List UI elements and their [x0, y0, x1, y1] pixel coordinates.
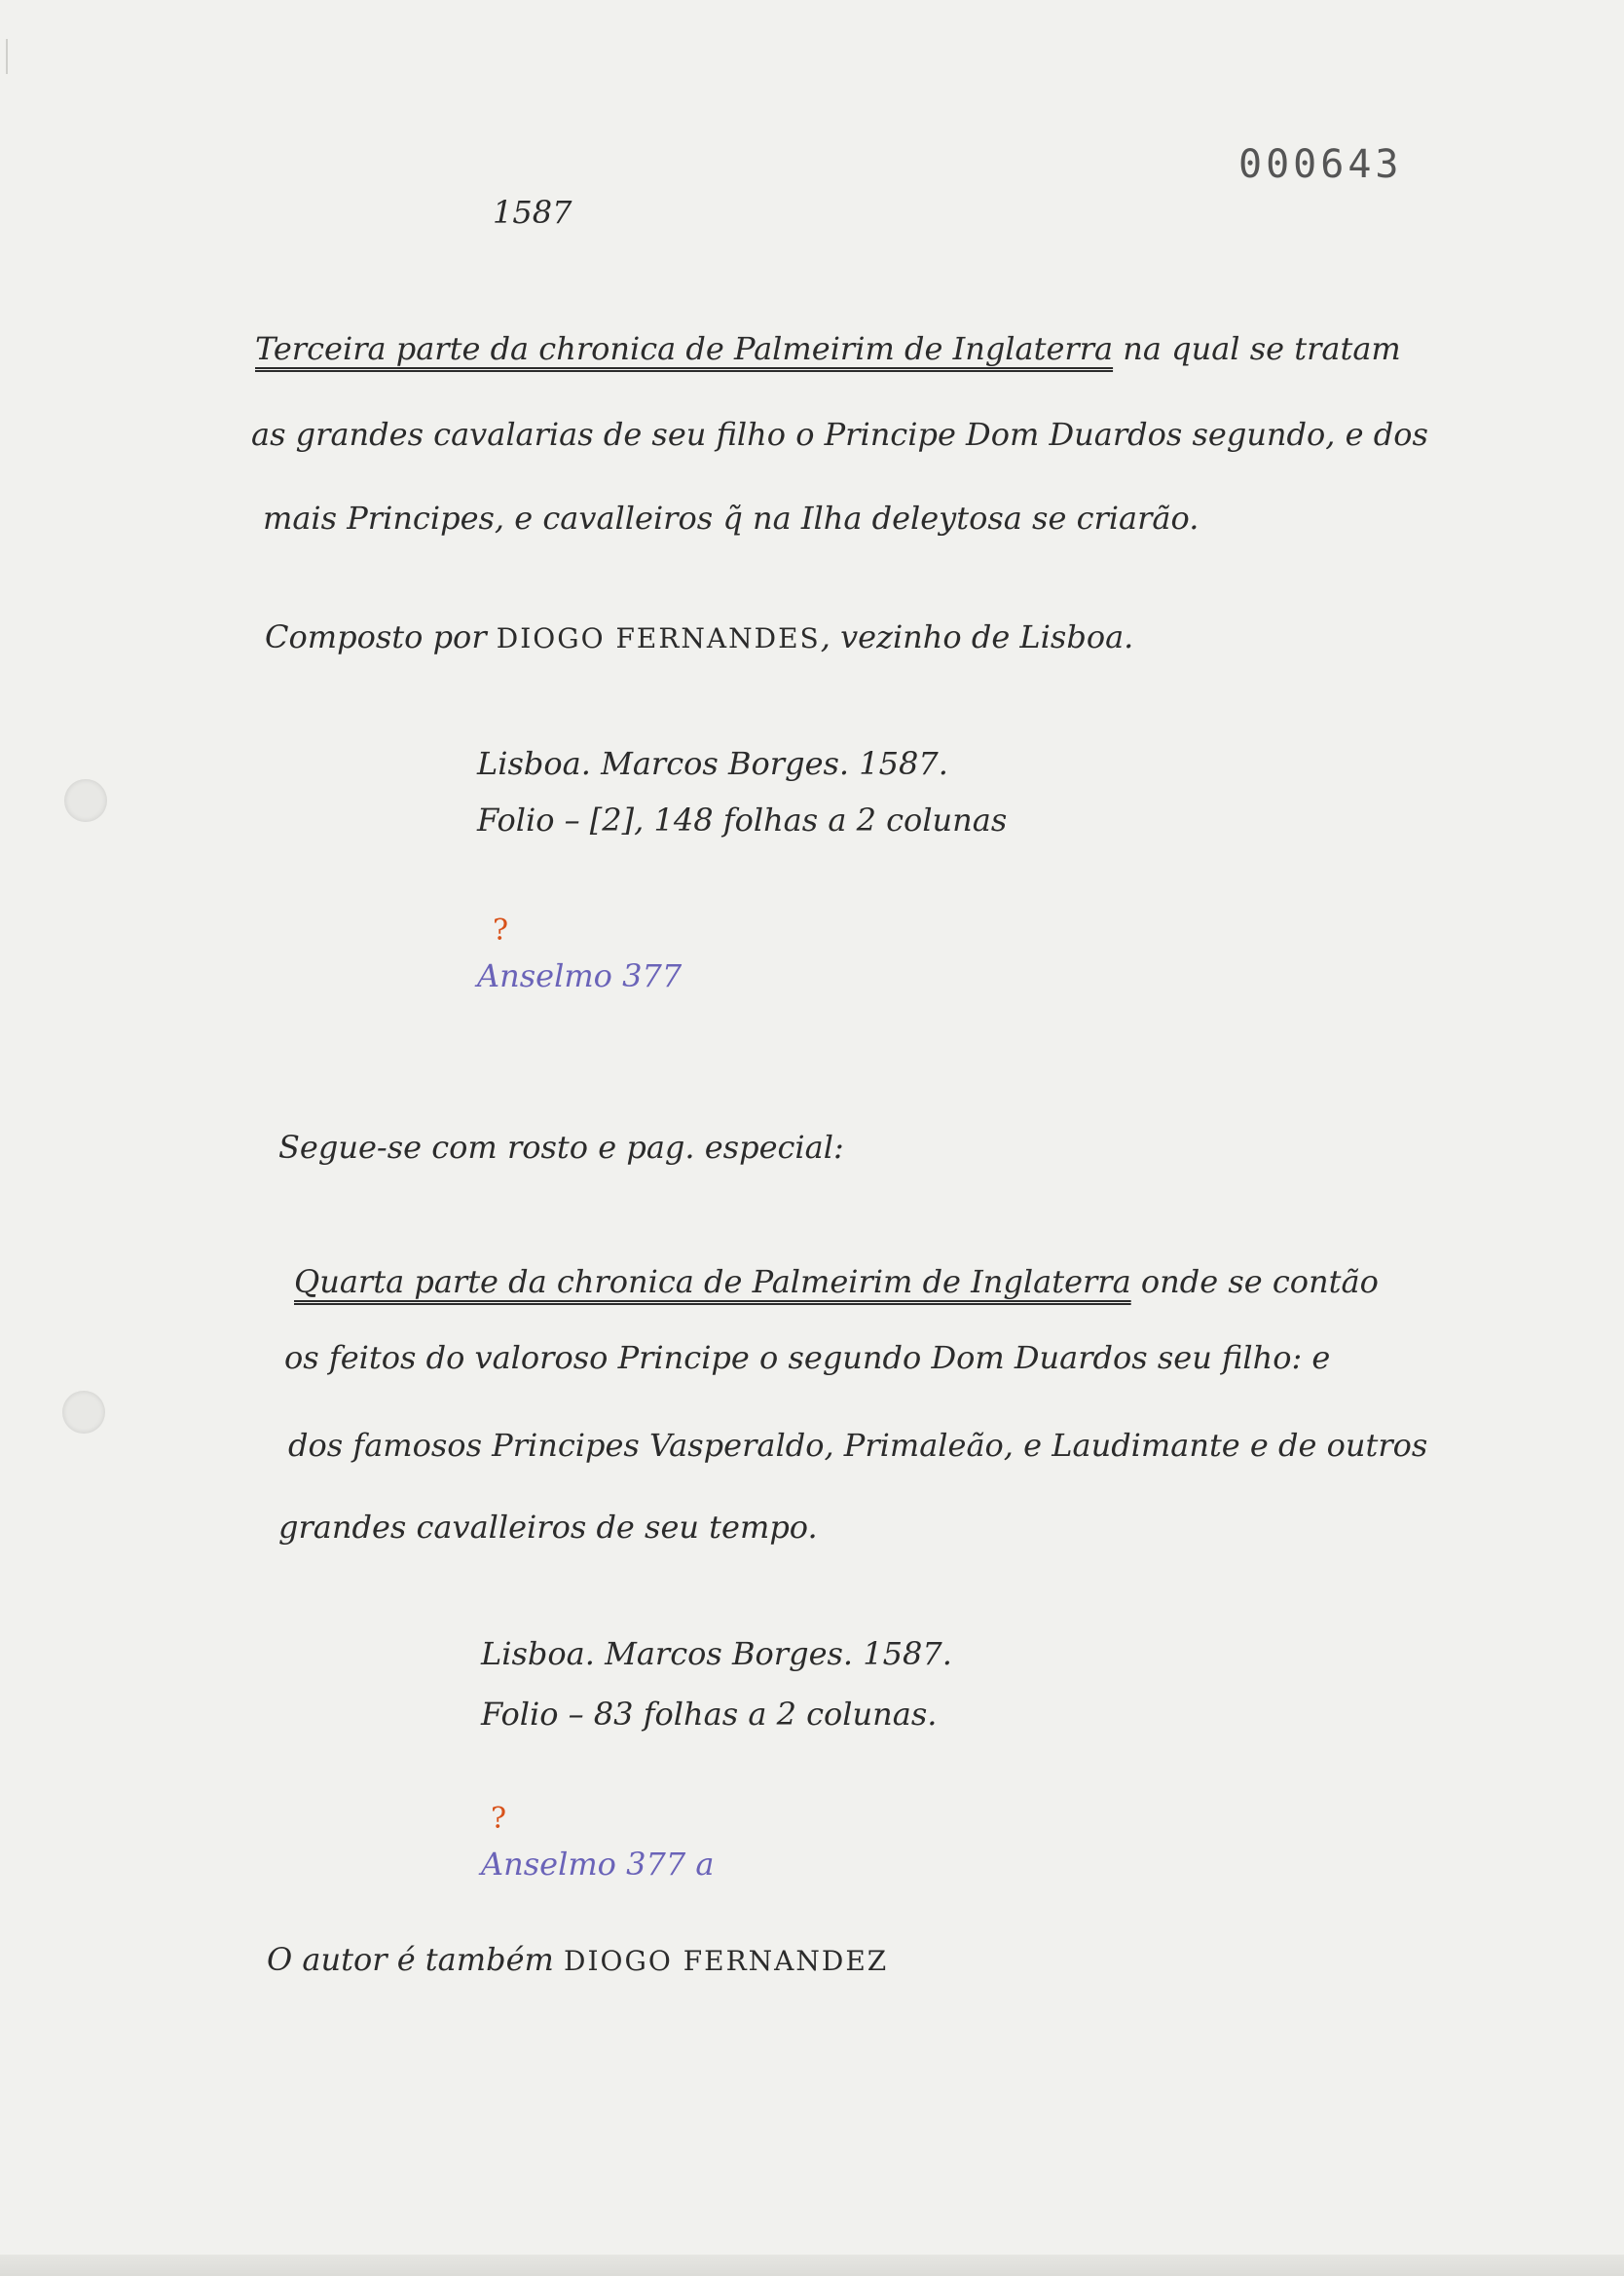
author-note	[267, 1940, 888, 1981]
entry1-title-line3: mais Principes, e cavalleiros q̃ na Ilha deleytosa se criarão.	[263, 500, 1200, 537]
scan-bottom-edge	[0, 2255, 1624, 2276]
entry1-author-prefix: Composto por	[265, 618, 497, 655]
entry2-title-line4: grandes cavalleiros de seu tempo.	[278, 1509, 818, 1546]
continuation-note: Segue-se com rosto e pag. especial:	[278, 1129, 844, 1166]
punch-hole	[64, 779, 107, 822]
author-note-prefix: O autor é também	[267, 1941, 565, 1978]
entry1-title-line2: as grandes cavalarias de seu filho o Principe Dom Duardos segundo, e dos	[251, 416, 1428, 453]
entry1-author-suffix: , vezinho de Lisboa.	[820, 618, 1134, 655]
entry2-title-line3: dos famosos Principes Vasperaldo, Primaleão, e Laudimante e de outros	[288, 1427, 1428, 1464]
author-note-name: DIOGO FERNANDEZ	[564, 1945, 889, 1977]
entry2-title-line1	[294, 1262, 1379, 1301]
entry1-imprint: Lisboa. Marcos Borges. 1587.	[477, 745, 948, 782]
punch-hole	[62, 1391, 105, 1434]
entry2-format: Folio – 83 folhas a 2 colunas.	[481, 1696, 938, 1733]
entry2-imprint: Lisboa. Marcos Borges. 1587.	[481, 1635, 952, 1672]
entry1-title-line1	[255, 329, 1401, 368]
entry2-title-rest: onde se contão	[1130, 1263, 1379, 1300]
entry1-author	[265, 617, 1133, 658]
entry2-query-mark: ?	[491, 1802, 507, 1836]
entry1-author-name: DIOGO FERNANDES	[496, 622, 821, 654]
entry1-query-mark: ?	[493, 914, 509, 948]
entry1-format: Folio – [2], 148 folhas a 2 colunas	[477, 802, 1008, 839]
entry2-title-line2: os feitos do valoroso Principe o segundo Dom Duardos seu filho: e	[284, 1339, 1331, 1376]
entry1-title-rest: na qual se tratam	[1113, 330, 1401, 367]
year-heading: 1587	[493, 194, 572, 231]
entry2-title: Quarta parte da chronica de Palmeirim de Inglaterra	[294, 1263, 1131, 1300]
entry2-reference: Anselmo 377 a	[481, 1846, 715, 1883]
paper-edge-mark	[6, 39, 8, 74]
sheet-number: 000643	[1238, 142, 1403, 187]
entry1-reference: Anselmo 377	[477, 957, 683, 994]
entry1-title: Terceira parte da chronica de Palmeirim de Inglaterra	[255, 330, 1114, 367]
